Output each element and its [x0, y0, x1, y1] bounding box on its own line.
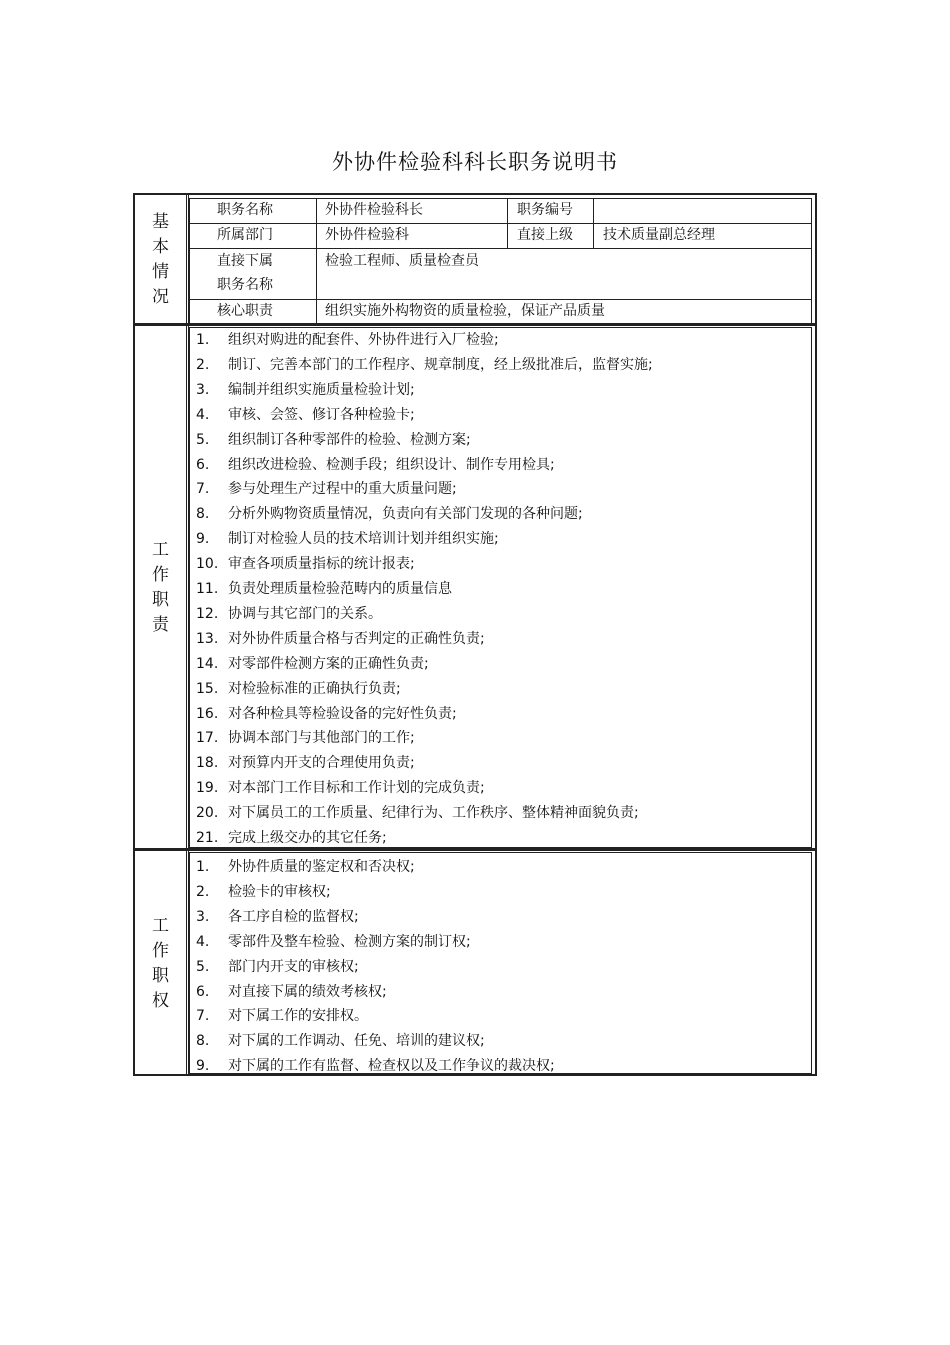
list-item-text: 参与处理生产过程中的重大质量问题;	[228, 481, 457, 498]
list-item-number: 3.	[196, 908, 210, 925]
section-label-authority: 工 作 职 权	[152, 916, 169, 1011]
list-item-text: 完成上级交办的其它任务;	[228, 830, 387, 846]
list-item-number: 12.	[196, 605, 219, 622]
list-item-text: 对各种检具等检验设备的完好性负责;	[228, 705, 457, 722]
list-item	[196, 330, 499, 350]
list-item-text: 检验卡的审核权;	[228, 883, 331, 900]
list-item-text: 对预算内开支的合理使用负责;	[228, 755, 415, 772]
section-divider	[133, 848, 817, 851]
list-item	[196, 579, 452, 599]
list-item-number: 9.	[196, 531, 210, 548]
list-item-text: 制订、完善本部门的工作程序、规章制度，经上级批准后，监督实施;	[228, 356, 653, 373]
section-label-basic: 基 本 情 况	[152, 212, 169, 307]
list-item-text: 编制并组织实施质量检验计划;	[228, 381, 415, 398]
document-title: 外协件检验科科长职务说明书	[332, 150, 618, 174]
list-item-text: 审查各项质量指标的统计报表;	[228, 556, 415, 573]
list-item-number: 19.	[196, 780, 219, 797]
list-item	[196, 882, 331, 902]
list-item	[196, 778, 485, 798]
list-item	[196, 857, 415, 877]
list-item	[196, 654, 429, 674]
dept-value: 外协件检验科	[325, 227, 409, 243]
list-item	[196, 529, 499, 549]
list-item-text: 负责处理质量检验范畴内的质量信息	[228, 581, 452, 597]
job-name-label: 职务名称	[217, 202, 273, 218]
superior-label: 直接上级	[517, 227, 573, 243]
list-item-number: 5.	[196, 431, 210, 448]
list-item-number: 9.	[196, 1058, 210, 1075]
list-item-text: 对零部件检测方案的正确性负责;	[228, 655, 429, 672]
list-item-number: 7.	[196, 1008, 210, 1025]
list-item	[196, 828, 387, 848]
list-item	[196, 380, 415, 400]
label-column-divider	[186, 193, 187, 1076]
list-item	[196, 554, 415, 574]
list-item-text: 协调本部门与其他部门的工作;	[228, 730, 415, 747]
list-item	[196, 405, 415, 425]
list-item-number: 4.	[196, 933, 210, 950]
subordinate-label-line1: 直接下属	[217, 253, 273, 269]
list-item-number: 6.	[196, 983, 210, 1000]
list-item	[196, 679, 401, 699]
core-duty-value: 组织实施外构物资的质量检验，保证产品质量	[325, 303, 605, 319]
list-item-number: 1.	[196, 332, 210, 348]
list-item-text: 对本部门工作目标和工作计划的完成负责;	[228, 780, 485, 797]
list-item-text: 各工序自检的监督权;	[228, 908, 359, 925]
list-item	[196, 1031, 485, 1051]
list-item	[196, 982, 387, 1002]
list-item-text: 审核、会签、修订各种检验卡;	[228, 406, 415, 423]
list-item-text: 对下属员工的工作质量、纪律行为、工作秩序、整体精神面貌负责;	[228, 805, 639, 822]
list-item-text: 对下属的工作调动、任免、培训的建议权;	[228, 1033, 485, 1050]
list-item-text: 协调与其它部门的关系。	[228, 605, 382, 622]
list-item	[196, 803, 639, 823]
list-item-number: 2.	[196, 356, 210, 373]
list-item-number: 10.	[196, 556, 219, 573]
list-item-number: 2.	[196, 883, 210, 900]
list-item	[196, 504, 583, 524]
subordinate-label-line2: 职务名称	[217, 277, 273, 293]
list-item-number: 7.	[196, 481, 210, 498]
subordinate-value: 检验工程师、质量检查员	[325, 253, 479, 269]
list-item	[196, 704, 457, 724]
list-item-text: 分析外购物资质量情况，负责向有关部门发现的各种问题;	[228, 506, 583, 523]
list-item	[196, 604, 382, 624]
list-item-number: 1.	[196, 859, 210, 875]
list-item-number: 13.	[196, 630, 219, 647]
list-item-text: 对外协件质量合格与否判定的正确性负责;	[228, 630, 485, 647]
list-item	[196, 629, 485, 649]
list-item-number: 18.	[196, 755, 219, 772]
list-item-number: 17.	[196, 730, 219, 747]
dept-label: 所属部门	[217, 227, 273, 243]
list-item-text: 组织对购进的配套件、外协件进行入厂检验;	[228, 332, 499, 348]
list-item-text: 组织改进检验、检测手段；组织设计、制作专用检具;	[228, 456, 555, 473]
list-item	[196, 1056, 555, 1076]
list-item-number: 14.	[196, 655, 219, 672]
list-item-text: 外协件质量的鉴定权和否决权;	[228, 859, 415, 875]
list-item-text: 对检验标准的正确执行负责;	[228, 680, 401, 697]
list-item-number: 16.	[196, 705, 219, 722]
list-item	[196, 957, 359, 977]
list-item-text: 部门内开支的审核权;	[228, 958, 359, 975]
list-item	[196, 479, 457, 499]
list-item-number: 4.	[196, 406, 210, 423]
job-name-value: 外协件检验科长	[325, 202, 423, 218]
list-item-text: 零部件及整车检验、检测方案的制订权;	[228, 933, 471, 950]
list-item-number: 3.	[196, 381, 210, 398]
list-item	[196, 455, 555, 475]
list-item	[196, 1006, 368, 1026]
list-item-number: 6.	[196, 456, 210, 473]
list-item	[196, 753, 415, 773]
list-item	[196, 728, 415, 748]
list-item-number: 8.	[196, 1033, 210, 1050]
list-item-text: 组织制订各种零部件的检验、检测方案;	[228, 431, 471, 448]
list-item	[196, 355, 653, 375]
list-item-number: 20.	[196, 805, 219, 822]
list-item-number: 5.	[196, 958, 210, 975]
list-item-text: 对下属的工作有监督、检查权以及工作争议的裁决权;	[228, 1058, 555, 1075]
list-item-number: 8.	[196, 506, 210, 523]
list-item-number: 15.	[196, 680, 219, 697]
list-item-text: 对直接下属的绩效考核权;	[228, 983, 387, 1000]
list-item	[196, 430, 471, 450]
list-item	[196, 932, 471, 952]
list-item	[196, 907, 359, 927]
section-label-duties: 工 作 职 责	[152, 540, 169, 635]
list-item-number: 21.	[196, 830, 219, 846]
job-code-label: 职务编号	[517, 202, 573, 218]
list-item-text: 对下属工作的安排权。	[228, 1008, 368, 1025]
list-item-text: 制订对检验人员的技术培训计划并组织实施;	[228, 531, 499, 548]
core-duty-label: 核心职责	[217, 303, 273, 319]
superior-value: 技术质量副总经理	[603, 227, 715, 243]
list-item-number: 11.	[196, 581, 219, 597]
